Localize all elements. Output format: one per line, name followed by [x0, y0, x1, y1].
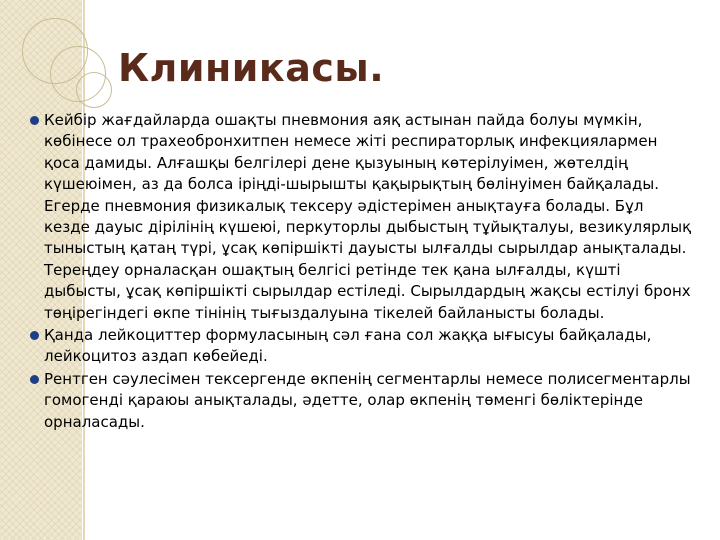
- list-item: [30, 110, 694, 324]
- bullet-icon: [30, 375, 39, 384]
- slide-title: Клиникасы.: [118, 46, 385, 90]
- bullet-icon: [30, 116, 39, 125]
- bullet-list: [30, 110, 694, 434]
- list-item: [30, 325, 694, 368]
- bullet-text: Қанда лейкоциттер формуласының сәл ғана сол жаққа ығысуы байқалады, лейкоцитоз аздап көбейеді.: [44, 326, 652, 366]
- list-item: [30, 369, 694, 433]
- bullet-icon: [30, 331, 39, 340]
- decorative-ring-icon: [76, 72, 112, 108]
- bullet-text: Рентген сәулесімен тексергенде өкпенің сегментарлы немесе полисегментарлы гомогенді қараюы анықталады, әдетте, олар өкпенің төменгі бөліктерінде орналасады.: [44, 369, 691, 431]
- bullet-text: Кейбір жағдайларда ошақты пневмония аяқ астынан пайда болуы мүмкін, көбінесе ол трахеобронхитпен немесе жіті респираторлық инфекциялармен қоса дамиды. Алғашқы белгілері дене қызуының көтерілуімен, жөтелдің күшеюімен, аз да болса іріңді-шырышты қақырықтың бөлінуімен байқалады. Егерде пневмония физикалық тексеру әдістерімен анықтауға болады. Бұл кезде дауыс дірілінің күшеюі, перкуторлы дыбыстың тұйықталуы, везикулярлық тыныстың қатаң түрі, ұсақ көпіршікті дауысты ылғалды сырылдар анықталады. Тереңдеу орналасқан ошақтың белгісі ретінде тек қана ылғалды, күшті дыбысты, ұсақ көпіршікті сырылдар естіледі. Сырылдардың жақсы естілуі бронх төңірегіндегі өкпе тінінің тығыздалуына тікелей байланысты болады.: [44, 111, 692, 322]
